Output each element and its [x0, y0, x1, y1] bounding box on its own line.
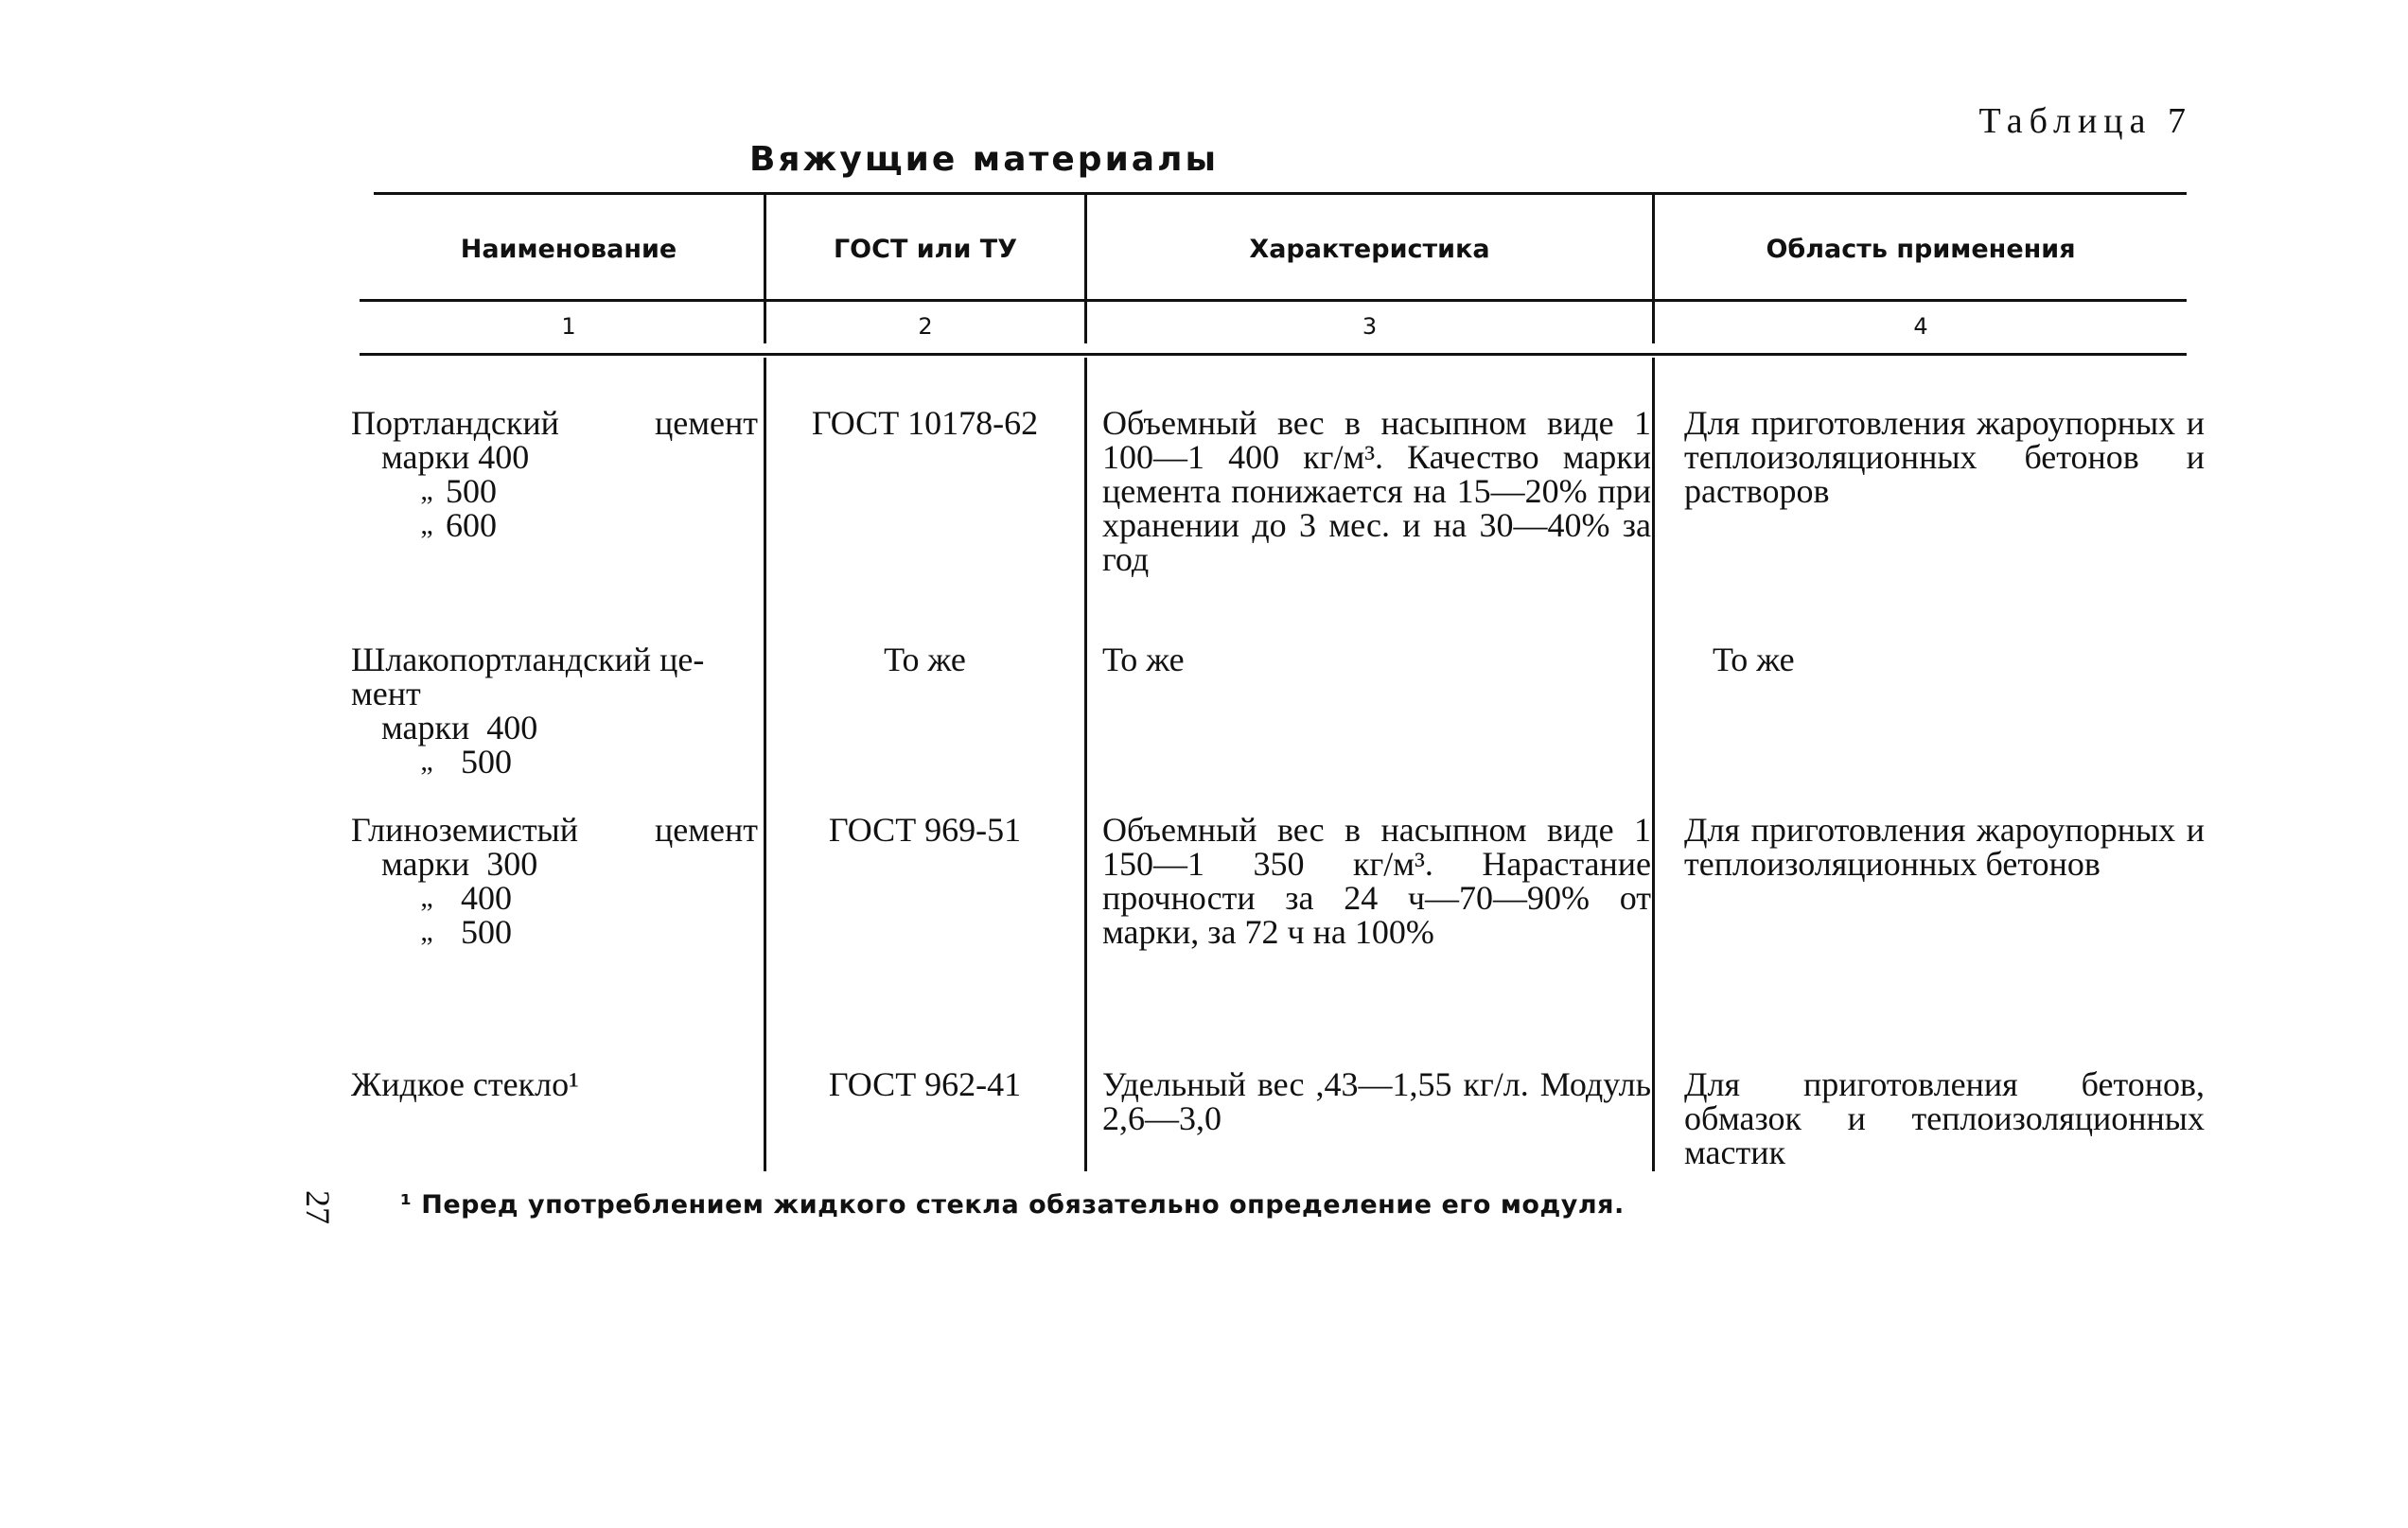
row-3-characteristic: Объемный вес в насыпном виде 1 150—1 350 кг/м³. Нарастание прочности за 24 ч—70—90% от марки, за 72 ч на 100% [1102, 811, 1651, 951]
row-2-application: То же [1713, 641, 1795, 678]
row-2-grade-line: марки 400 [381, 709, 538, 746]
colnum-2: 2 [918, 313, 933, 340]
row-1-grade-line: марки 400 [381, 438, 530, 476]
col-divider-1-body [764, 358, 766, 1171]
row-3-grade: 500 [461, 913, 512, 951]
row-3-name-a: Глиноземистый [351, 811, 579, 849]
materials-table [351, 192, 2205, 1171]
footnote: ¹ Перед употреблением жидкого стекла обязательно определение его модуля. [400, 1190, 1625, 1220]
row-3-gost: ГОСТ 969-51 [828, 811, 1022, 849]
row-3-name [351, 813, 758, 949]
col-divider-2-body [1084, 358, 1087, 1171]
row-3-application: Для приготовления жароупорных и теплоизоляционных бетонов [1684, 811, 2205, 883]
row-1-name-b: цемент [654, 404, 758, 442]
row-2-name-line2: мент [351, 675, 421, 712]
row-1-gost: ГОСТ 10178-62 [811, 404, 1039, 442]
ditto-mark: „ [420, 882, 433, 913]
table-title: Вяжущие материалы [748, 140, 1220, 179]
row-4-gost: ГОСТ 962-41 [828, 1065, 1022, 1103]
row-4-application: Для приготовления бетонов, обмазок и теплоизоляционных мастик [1684, 1065, 2205, 1171]
colnum-1: 1 [561, 313, 576, 340]
header-rule [360, 299, 2187, 302]
row-2-gost: То же [884, 641, 966, 678]
row-2-name [351, 642, 758, 779]
row-3-grade: 400 [461, 879, 512, 917]
row-4-name: Жидкое стекло¹ [351, 1065, 579, 1103]
ditto-mark: „ [420, 475, 433, 506]
header-application: Область применения [1766, 235, 2076, 264]
header-characteristic: Характеристика [1249, 235, 1490, 264]
ditto-mark: „ [420, 746, 433, 777]
ditto-mark: „ [420, 509, 433, 540]
top-rule [374, 192, 2187, 195]
row-2-grade: 500 [461, 743, 512, 781]
page-number: 27 [299, 1190, 337, 1224]
row-1-name [351, 406, 758, 542]
row-1-grade: 500 [446, 472, 497, 510]
numbers-rule [360, 353, 2187, 356]
row-3-grade-line: марки 300 [381, 845, 538, 883]
row-1-characteristic: Объемный вес в насыпном виде 1 100—1 400 кг/м³. Качество марки цемента понижается на 15—20% при хранении до 3 мес. и на 30—40% за год [1102, 404, 1651, 578]
header-name: Наименование [460, 235, 677, 264]
header-gost: ГОСТ или ТУ [833, 235, 1018, 264]
table-label: Таблица 7 [1978, 101, 2192, 141]
row-3-name-b: цемент [654, 811, 758, 849]
row-4-characteristic: Удельный вес ,43—1,55 кг/л. Модуль 2,6—3,0 [1102, 1065, 1651, 1137]
row-1-name-a: Портландский [351, 404, 559, 442]
col-divider-3-body [1652, 358, 1655, 1171]
colnum-4: 4 [1913, 313, 1928, 340]
colnum-3: 3 [1362, 313, 1378, 340]
row-1-grade: 600 [446, 506, 497, 544]
row-2-characteristic: То же [1102, 641, 1185, 678]
ditto-mark: „ [420, 916, 433, 947]
row-1-application: Для приготовления жароупорных и теплоизоляционных бетонов и растворов [1684, 404, 2205, 510]
row-2-name-line1: Шлакопортландский це- [351, 641, 705, 678]
